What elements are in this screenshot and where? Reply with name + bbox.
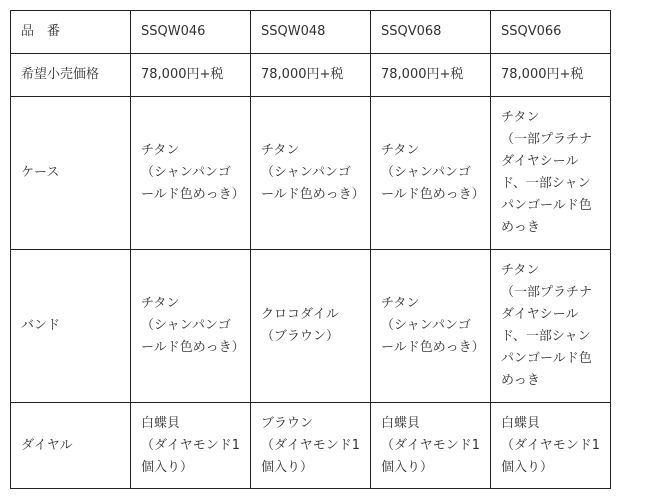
label-model-number: 品 番 [11,11,131,54]
label-band: バンド [11,250,131,403]
dial-cell: 白蝶貝 （ダイヤモンド1個入り） [371,403,491,489]
price-cell: 78,000円+税 [491,54,611,97]
price-cell: 78,000円+税 [131,54,251,97]
model-cell: SSQV066 [491,11,611,54]
case-cell: チタン （一部プラチナダイヤシールド、一部シャンパンゴールド色めっき [491,97,611,250]
price-cell: 78,000円+税 [371,54,491,97]
price-cell: 78,000円+税 [251,54,371,97]
row-case [11,97,611,250]
band-cell: チタン （シャンパンゴールド色めっき） [131,250,251,403]
case-cell: チタン （シャンパンゴールド色めっき） [251,97,371,250]
dial-cell: 白蝶貝 （ダイヤモンド1個入り） [131,403,251,489]
model-cell: SSQW048 [251,11,371,54]
spec-table [10,10,611,489]
row-price [11,54,611,97]
band-cell: チタン （シャンパンゴールド色めっき） [371,250,491,403]
label-dial: ダイヤル [11,403,131,489]
band-cell: クロコダイル （ブラウン） [251,250,371,403]
dial-cell: ブラウン （ダイヤモンド1個入り） [251,403,371,489]
dial-cell: 白蝶貝 （ダイヤモンド1個入り） [491,403,611,489]
row-dial [11,403,611,489]
case-cell: チタン （シャンパンゴールド色めっき） [371,97,491,250]
band-cell: チタン （一部プラチナダイヤシールド、一部シャンパンゴールド色めっき [491,250,611,403]
case-cell: チタン （シャンパンゴールド色めっき） [131,97,251,250]
model-cell: SSQW046 [131,11,251,54]
row-model-number [11,11,611,54]
row-band [11,250,611,403]
label-case: ケース [11,97,131,250]
label-price: 希望小売価格 [11,54,131,97]
model-cell: SSQV068 [371,11,491,54]
